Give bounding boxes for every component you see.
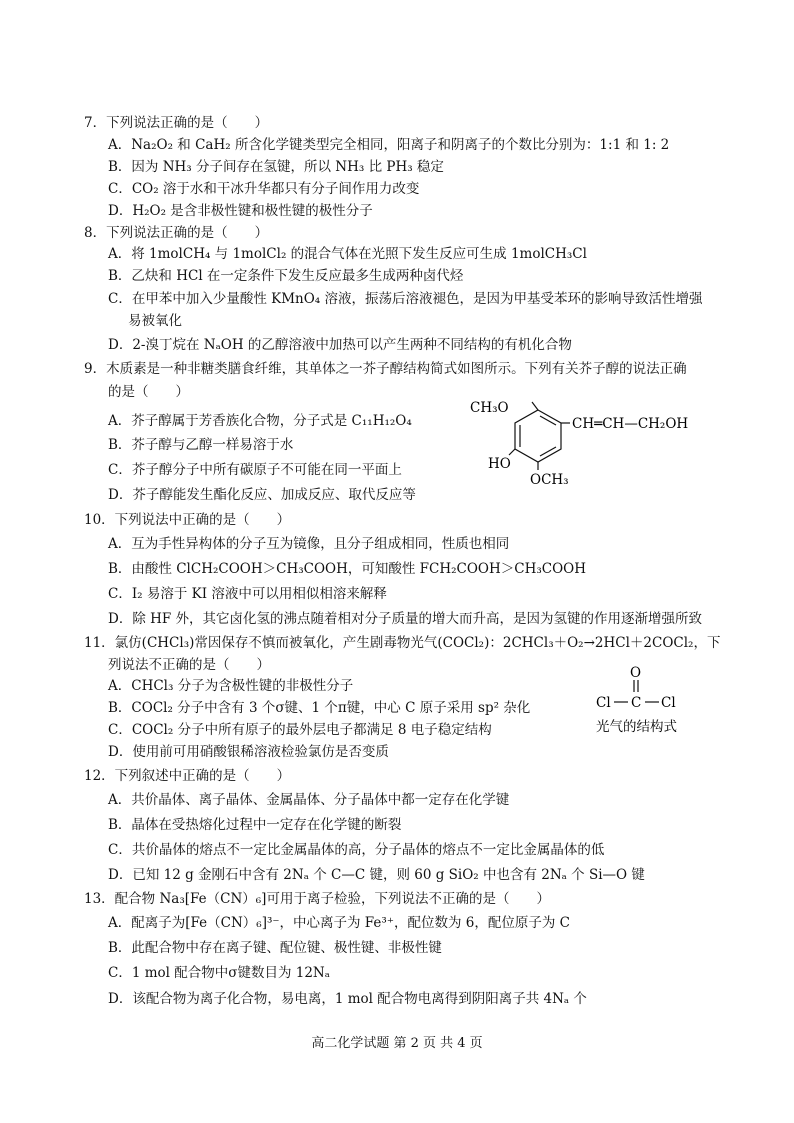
phosgene-cl-left-label: Cl <box>596 695 611 711</box>
sinapyl-alcohol-structure <box>460 392 730 502</box>
q10-option-a: A．互为手性异构体的分子互为镜像，且分子组成相同，性质也相同 <box>108 536 510 552</box>
q9-stem-cont: 的是（ ） <box>108 384 189 400</box>
q11-option-d: D．使用前可用硝酸银稀溶液检验氯仿是否变质 <box>108 744 389 760</box>
q12-option-a: A．共价晶体、离子晶体、金属晶体、分子晶体中都一定存在化学键 <box>108 792 510 808</box>
q10-option-b: B．由酸性 ClCH₂COOH＞CH₃COOH，可知酸性 FCH₂COOH＞CH₃COOH <box>108 561 587 577</box>
q13-option-d: D．该配合物为离子化合物，易电离，1 mol 配合物电离得到阴阳离子共 4Nₐ 个 <box>108 991 587 1007</box>
q8-option-b: B．乙炔和 HCl 在一定条件下发生反应最多生成两种卤代烃 <box>108 268 464 284</box>
q13-option-a: A．配离子为[Fe（CN）₆]³⁻，中心离子为 Fe³⁺，配位数为 6，配位原子为 C <box>108 915 570 931</box>
q13-option-b: B．此配合物中存在离子键、配位键、极性键、非极性键 <box>108 940 442 956</box>
q9-stem: 9．木质素是一种非糖类膳食纤维，其单体之一芥子醇结构简式如图所示。下列有关芥子醇的说法正确 <box>84 361 687 377</box>
q11-stem-cont: 列说法不正确的是（ ） <box>108 657 270 673</box>
q7-option-d: D．H₂O₂ 是含非极性键和极性键的极性分子 <box>108 203 373 219</box>
q8-option-c: C．在甲苯中加入少量酸性 KMnO₄ 溶液，振荡后溶液褪色，是因为甲基受苯环的影响导致活性增强 <box>108 291 703 307</box>
phosgene-c-label: C <box>631 695 642 711</box>
q8-option-c-cont: 易被氧化 <box>128 313 182 329</box>
q10-option-d: D．除 HF 外，其它卤化氢的沸点随着相对分子质量的增大而升高，是因为氢键的作用逐渐增强所致 <box>108 611 703 627</box>
q13-stem: 13．配合物 Na₃[Fe（CN）₆]可用于离子检验，下列说法不正确的是（ ） <box>84 891 550 907</box>
q10-stem: 10．下列说法中正确的是（ ） <box>84 512 291 528</box>
phosgene-o-label: O <box>630 665 642 681</box>
q8-option-d: D．2-溴丁烷在 NₐOH 的乙醇溶液中加热可以产生两种不同结构的有机化合物 <box>108 337 572 353</box>
q12-stem: 12．下列叙述中正确的是（ ） <box>84 768 291 784</box>
q12-option-b: B．晶体在受热熔化过程中一定存在化学键的断裂 <box>108 817 402 833</box>
q11-option-c: C．COCl₂ 分子中所有原子的最外层电子都满足 8 电子稳定结构 <box>108 722 492 738</box>
side-chain-label: CH═CH—CH₂OH <box>572 416 689 432</box>
phosgene-caption: 光气的结构式 <box>596 719 677 735</box>
q9-option-b: B．芥子醇与乙醇一样易溶于水 <box>108 437 294 453</box>
phosgene-cl-right-label: Cl <box>661 695 676 711</box>
q8-stem: 8．下列说法正确的是（ ） <box>84 225 269 241</box>
q10-option-c: C．I₂ 易溶于 KI 溶液中可以用相似相溶来解释 <box>108 586 387 602</box>
q7-option-c: C．CO₂ 溶于水和干冰升华都只有分子间作用力改变 <box>108 181 420 197</box>
och3-bottom-label: OCH₃ <box>530 472 569 488</box>
q9-option-c: C．芥子醇分子中所有碳原子不可能在同一平面上 <box>108 462 402 478</box>
q13-option-c: C．1 mol 配合物中σ键数目为 12Nₐ <box>108 965 330 981</box>
q11-stem: 11．氯仿(CHCl₃)常因保存不慎而被氧化，产生剧毒物光气(COCl₂)：2CHCl₃＋O₂→2HCl＋2COCl₂，下 <box>84 635 721 651</box>
q7-stem: 7．下列说法正确的是（ ） <box>84 115 269 131</box>
q8-option-a: A．将 1molCH₄ 与 1molCl₂ 的混合气体在光照下发生反应可生成 1molCH₃Cl <box>108 246 587 262</box>
q9-option-a: A．芥子醇属于芳香族化合物，分子式是 C₁₁H₁₂O₄ <box>108 413 412 429</box>
phosgene-structure <box>594 660 704 740</box>
och3-top-label: CH₃O <box>470 400 509 416</box>
ho-label: HO <box>488 456 511 472</box>
q11-option-a: A．CHCl₃ 分子为含极性键的非极性分子 <box>108 678 354 694</box>
q7-option-b: B．因为 NH₃ 分子间存在氢键，所以 NH₃ 比 PH₃ 稳定 <box>108 159 444 175</box>
q12-option-d: D．已知 12 g 金刚石中含有 2Nₐ 个 C—C 键，则 60 g SiO₂ 中也含有 2Nₐ 个 Si—O 键 <box>108 867 645 883</box>
q9-option-d: D．芥子醇能发生酯化反应、加成反应、取代反应等 <box>108 487 416 503</box>
q11-option-b: B．COCl₂ 分子中含有 3 个σ键、1 个π键，中心 C 原子采用 sp² 杂化 <box>108 700 531 716</box>
q7-option-a: A．Na₂O₂ 和 CaH₂ 所含化学键类型完全相同，阳离子和阴离子的个数比分别为：1:1 和 1: 2 <box>108 137 670 153</box>
q12-option-c: C．共价晶体的熔点不一定比金属晶体的高，分子晶体的熔点不一定比金属晶体的低 <box>108 842 605 858</box>
page-footer: 高二化学试题 第 2 页 共 4 页 <box>311 1036 483 1051</box>
